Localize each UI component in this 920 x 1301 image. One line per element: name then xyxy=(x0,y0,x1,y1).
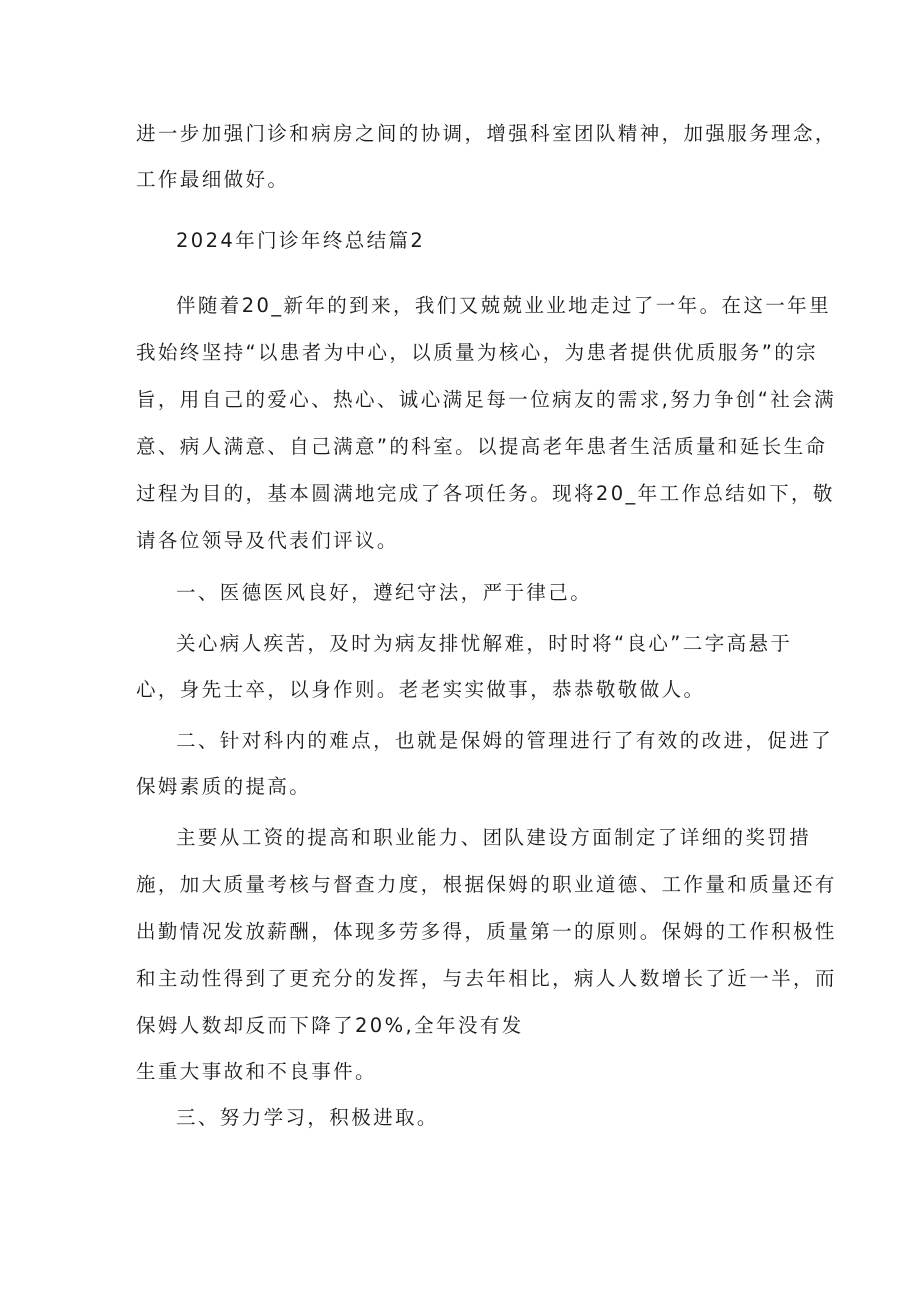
paragraph-line: 保姆人数却反而下降了20%,全年没有发 xyxy=(136,1014,524,1037)
paragraph-line: 施，加大质量考核与督查力度，根据保姆的职业道德、工作量和质量还有 xyxy=(136,873,837,896)
paragraph-line: 关心病人疾苦，及时为病友排忧解难，时时将“良心”二字高悬于 xyxy=(176,632,793,655)
numbered-heading: 一、医德医风良好，遵纪守法，严于律己。 xyxy=(176,581,593,604)
paragraph-line: 意、病人满意、自己满意”的科室。以提高老年患者生活质量和延长生命 xyxy=(136,435,828,458)
paragraph-line: 主要从工资的提高和职业能力、团队建设方面制定了详细的奖罚措 xyxy=(176,826,812,849)
paragraph-line: 请各位领导及代表们评议。 xyxy=(136,529,399,552)
paragraph-line: 旨，用自己的爱心、热心、诚心满足每一位病友的需求,努力争创“社会满 xyxy=(136,388,837,411)
numbered-heading: 二、针对科内的难点，也就是保姆的管理进行了有效的改进，促进了 xyxy=(176,729,834,752)
paragraph-line: 伴随着20_新年的到来，我们又兢兢业业地走过了一年。在这一年里 xyxy=(176,294,831,317)
paragraph-line: 过程为目的，基本圆满地完成了各项任务。现将20_年工作总结如下，敬 xyxy=(136,482,835,505)
paragraph-line: 保姆素质的提高。 xyxy=(136,775,312,798)
paragraph-line: 工作最细做好。 xyxy=(136,168,290,191)
paragraph-line: 生重大事故和不良事件。 xyxy=(136,1060,377,1083)
paragraph-line: 出勤情况发放薪酬，体现多劳多得，质量第一的原则。保姆的工作积极性 xyxy=(136,920,837,943)
paragraph-line: 和主动性得到了更充分的发挥，与去年相比，病人人数增长了近一半，而 xyxy=(136,967,837,990)
paragraph-line: 我始终坚持“以患者为中心，以质量为核心，为患者提供优质服务”的宗 xyxy=(136,341,819,364)
numbered-heading: 三、努力学习，积极进取。 xyxy=(176,1106,439,1129)
paragraph-line: 心，身先士卒，以身作则。老老实实做事，恭恭敬敬做人。 xyxy=(136,678,706,701)
section-heading: 2024年门诊年终总结篇2 xyxy=(176,229,426,252)
paragraph-line: 进一步加强门诊和病房之间的协调，增强科室团队精神，加强服务理念， xyxy=(136,122,837,145)
